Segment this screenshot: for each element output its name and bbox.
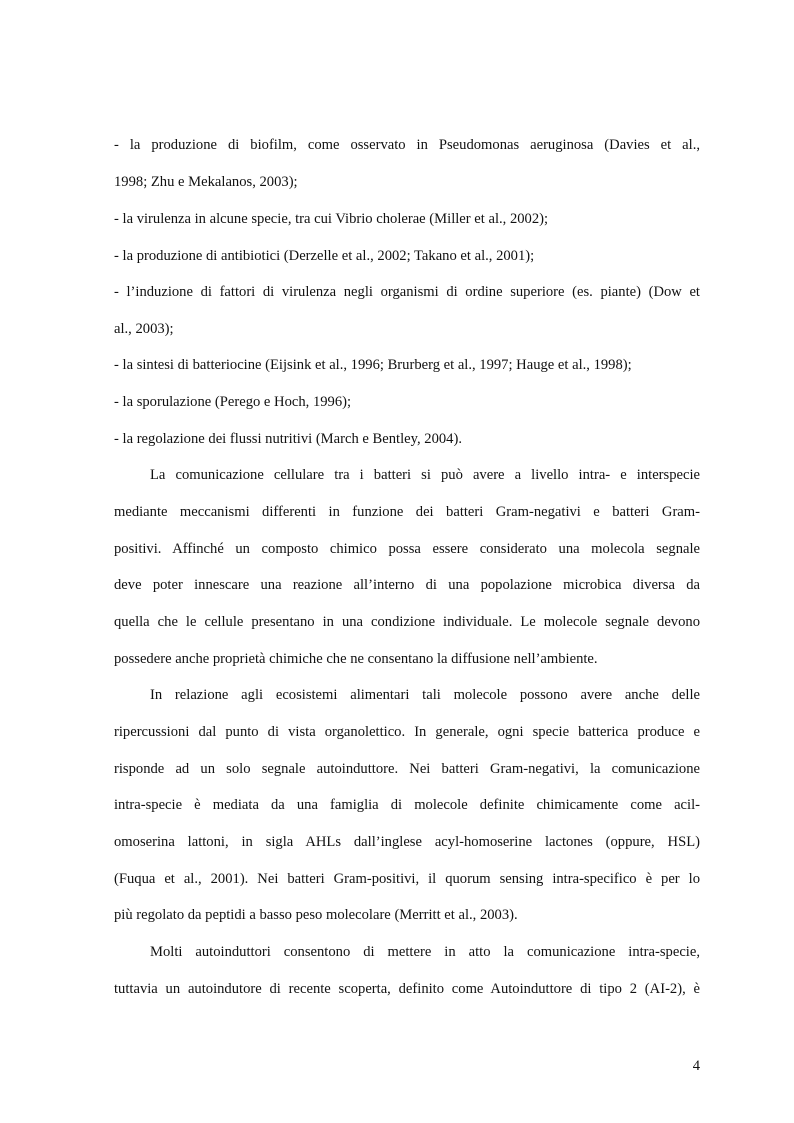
paragraph-2-line-5: omoserina lattoni, in sigla AHLs dall’inglese acyl-homoserine lactones (oppure, HSL)	[114, 834, 700, 850]
paragraph-2-line-3: risponde ad un solo segnale autoinduttore. Nei batteri Gram-negativi, la comunicazione	[114, 761, 700, 777]
paragraph-1-line-4: deve poter innescare una reazione all’interno di una popolazione microbica diversa da	[114, 577, 700, 593]
paragraph-1-line-1: La comunicazione cellulare tra i batteri si può avere a livello intra- e interspecie	[150, 467, 700, 483]
paragraph-3-line-1: Molti autoinduttori consentono di mettere in atto la comunicazione intra-specie,	[150, 944, 700, 960]
paragraph-1-line-3: positivi. Affinché un composto chimico possa essere considerato una molecola segnale	[114, 541, 700, 557]
list-item-antibiotici: - la produzione di antibiotici (Derzelle et al., 2002; Takano et al., 2001);	[114, 248, 535, 264]
list-item-induzione-cont: al., 2003);	[114, 321, 174, 337]
paragraph-1-line-2: mediante meccanismi differenti in funzione dei batteri Gram-negativi e batteri Gram-	[114, 504, 700, 520]
paragraph-3-line-2: tuttavia un autoindutore di recente scoperta, definito come Autoinduttore di tipo 2 (AI-2), è	[114, 981, 700, 997]
list-item-biofilm-cont: 1998; Zhu e Mekalanos, 2003);	[114, 174, 298, 190]
page-number: 4	[692, 1058, 700, 1074]
list-item-induzione: - l’induzione di fattori di virulenza negli organismi di ordine superiore (es. piante) (Dow et	[114, 284, 700, 300]
paragraph-1-line-6: possedere anche proprietà chimiche che ne consentano la diffusione nell’ambiente.	[114, 651, 598, 667]
paragraph-2-line-7: più regolato da peptidi a basso peso molecolare (Merritt et al., 2003).	[114, 907, 518, 923]
list-item-batteriocine: - la sintesi di batteriocine (Eijsink et al., 1996; Brurberg et al., 1997; Hauge et al., 1998);	[114, 357, 632, 373]
list-item-biofilm: - la produzione di biofilm, come osservato in Pseudomonas aeruginosa (Davies et al.,	[114, 137, 700, 153]
list-item-flussi: - la regolazione dei flussi nutritivi (March e Bentley, 2004).	[114, 431, 462, 447]
list-item-sporulazione: - la sporulazione (Perego e Hoch, 1996);	[114, 394, 352, 410]
list-item-virulenza: - la virulenza in alcune specie, tra cui Vibrio cholerae (Miller et al., 2002);	[114, 211, 549, 227]
paragraph-1-line-5: quella che le cellule presentano in una condizione individuale. Le molecole segnale devono	[114, 614, 700, 630]
paragraph-2-line-6: (Fuqua et al., 2001). Nei batteri Gram-positivi, il quorum sensing intra-specifico è per lo	[114, 871, 700, 887]
paragraph-2-line-2: ripercussioni dal punto di vista organolettico. In generale, ogni specie batterica produce e	[114, 724, 700, 740]
paragraph-2-line-4: intra-specie è mediata da una famiglia di molecole definite chimicamente come acil-	[114, 797, 700, 813]
paragraph-2-line-1: In relazione agli ecosistemi alimentari tali molecole possono avere anche delle	[150, 687, 700, 703]
